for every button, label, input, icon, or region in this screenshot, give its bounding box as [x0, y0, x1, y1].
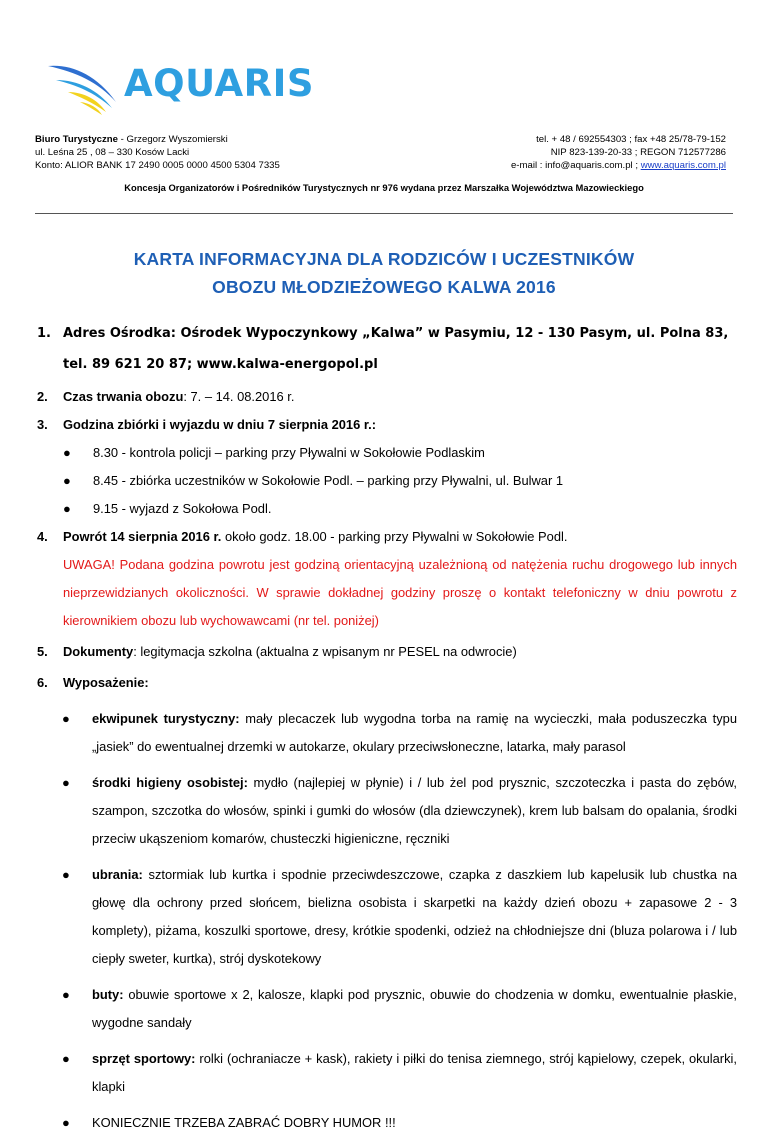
list-item-equipment: 6. Wyposażenie:	[37, 675, 149, 690]
list-item-duration: 2. Czas trwania obozu: 7. – 14. 08.2016 r.	[37, 389, 295, 404]
agency-name-line: Biuro Turystyczne - Grzegorz Wyszomierski	[35, 134, 228, 145]
equipment-bullet: ● sprzęt sportowy: rolki (ochraniacze + kask), rakiety i piłki do tenisa ziemnego, strój kąpielowy, czepek, okularki, klapki	[62, 1051, 737, 1094]
equipment-bullet: ● ubrania: sztormiak lub kurtka i spodnie przeciwdeszczowe, czapka z daszkiem lub kapelusik lub chustka na głowę dla ochrony przed słońcem, bielizna osobista i skarpetki na każdy dzień obozu + zapasowe 2 - 3 komplety), piżama, koszulki sportowe, dresy, krótkie spodenki, odzież na chłodniejsze dni (bluza polarowa i / lub ciepły sweter, kurtka), strój dyskotekowy	[62, 867, 737, 966]
aquaris-logo	[46, 58, 315, 118]
phone-fax-line: tel. + 48 / 692554303 ; fax +48 25/78-79-152	[536, 134, 726, 145]
list-item-departure: 3. Godzina zbiórki i wyjazdu w dniu 7 sierpnia 2016 r.:	[37, 417, 377, 432]
list-item-address: 1. Adres Ośrodka: Ośrodek Wypoczynkowy „Kalwa” w Pasymiu, 12 - 130 Pasym, ul. Polna 83, tel. 89 621 20 87; www.kalwa-energopol.pl	[37, 326, 729, 372]
departure-step: ● 8.30 - kontrola policji – parking przy Pływalni w Sokołowie Podlaskim	[63, 445, 485, 460]
return-warning: UWAGA! Podana godzina powrotu jest godziną orientacyjną uzależnioną od natężenia ruchu drogowego lub innych nieprzewidzianych okoliczności. W sprawie dokładnej godziny proszę o kontakt telefoniczny w dniu powrotu z kierownikiem obozu lub wychowawcami (nr tel. poniżej)	[63, 557, 737, 628]
website-link[interactable]: www.aquaris.com.pl	[640, 160, 726, 171]
concession-notice: Koncesja Organizatorów i Pośredników Turystycznych nr 976 wydana przez Marszałka Województwa Mazowieckiego	[124, 182, 644, 193]
departure-step: ● 9.15 - wyjazd z Sokołowa Podl.	[63, 501, 272, 516]
equipment-bullet: ● buty: obuwie sportowe x 2, kalosze, klapki pod prysznic, obuwie do chodzenia w domku, ewentualnie płaskie, wygodne sandały	[62, 987, 737, 1030]
equipment-bullet-humor: ● KONIECZNIE TRZEBA ZABRAĆ DOBRY HUMOR !!!	[62, 1115, 396, 1130]
agency-phone-block	[511, 133, 726, 172]
document-title-line2: OBOZU MŁODZIEŻOWEGO KALWA 2016	[212, 277, 556, 297]
logo-swoosh-icon	[46, 58, 126, 118]
header-divider	[35, 213, 733, 214]
email-line: e-mail : info@aquaris.com.pl ; www.aquaris.com.pl	[510, 160, 726, 171]
equipment-bullet: ● ekwipunek turystyczny: mały plecaczek lub wygodna torba na ramię na wycieczki, mała poduszeczka typu „jasiek” do ewentualnej drzemki w autokarze, okulary przeciwsłoneczne, latarka, mały parasol	[62, 711, 737, 754]
nip-regon-line: NIP 823-139-20-33 ; REGON 712577286	[550, 147, 726, 158]
list-item-documents: 5. Dokumenty: legitymacja szkolna (aktualna z wpisanym nr PESEL na odwrocie)	[37, 644, 517, 659]
list-item-return: 4. Powrót 14 sierpnia 2016 r. około godz. 18.00 - parking przy Pływalni w Sokołowie Podl. UWAGA! Podana godzina powrotu jest godziną orientacyjną uzależnioną od natężenia ruchu drogowego lub innych nieprzewidzianych okoliczności. W sprawie dokładnej godziny proszę o kontakt telefoniczny w dniu powrotu z kierownikiem obozu lub wychowawcami (nr tel. poniżej)	[37, 523, 737, 635]
logo-wordmark: AQUARIS	[124, 62, 315, 105]
document-title-line1: KARTA INFORMACYJNA DLA RODZICÓW I UCZESTNIKÓW	[133, 249, 635, 269]
agency-bank-line: Konto: ALIOR BANK 17 2490 0005 0000 4500 5304 7335	[35, 160, 280, 171]
departure-step: ● 8.45 - zbiórka uczestników w Sokołowie Podl. – parking przy Pływalni, ul. Bulwar 1	[63, 473, 564, 488]
equipment-bullet: ● środki higieny osobistej: mydło (najlepiej w płynie) i / lub żel pod prysznic, szczoteczka i pasta do zębów, szampon, szczotka do włosów, spinki i gumki do włosów (dla dziewczynek), krem lub balsam do opalania, środki przeciw ukąszeniom komarów, chusteczki higieniczne, ręczniki	[62, 775, 737, 846]
info-list	[37, 318, 737, 1137]
agency-address-line: ul. Leśna 25 , 08 – 330 Kosów Lacki	[35, 147, 190, 158]
agency-contact-block	[35, 133, 280, 172]
